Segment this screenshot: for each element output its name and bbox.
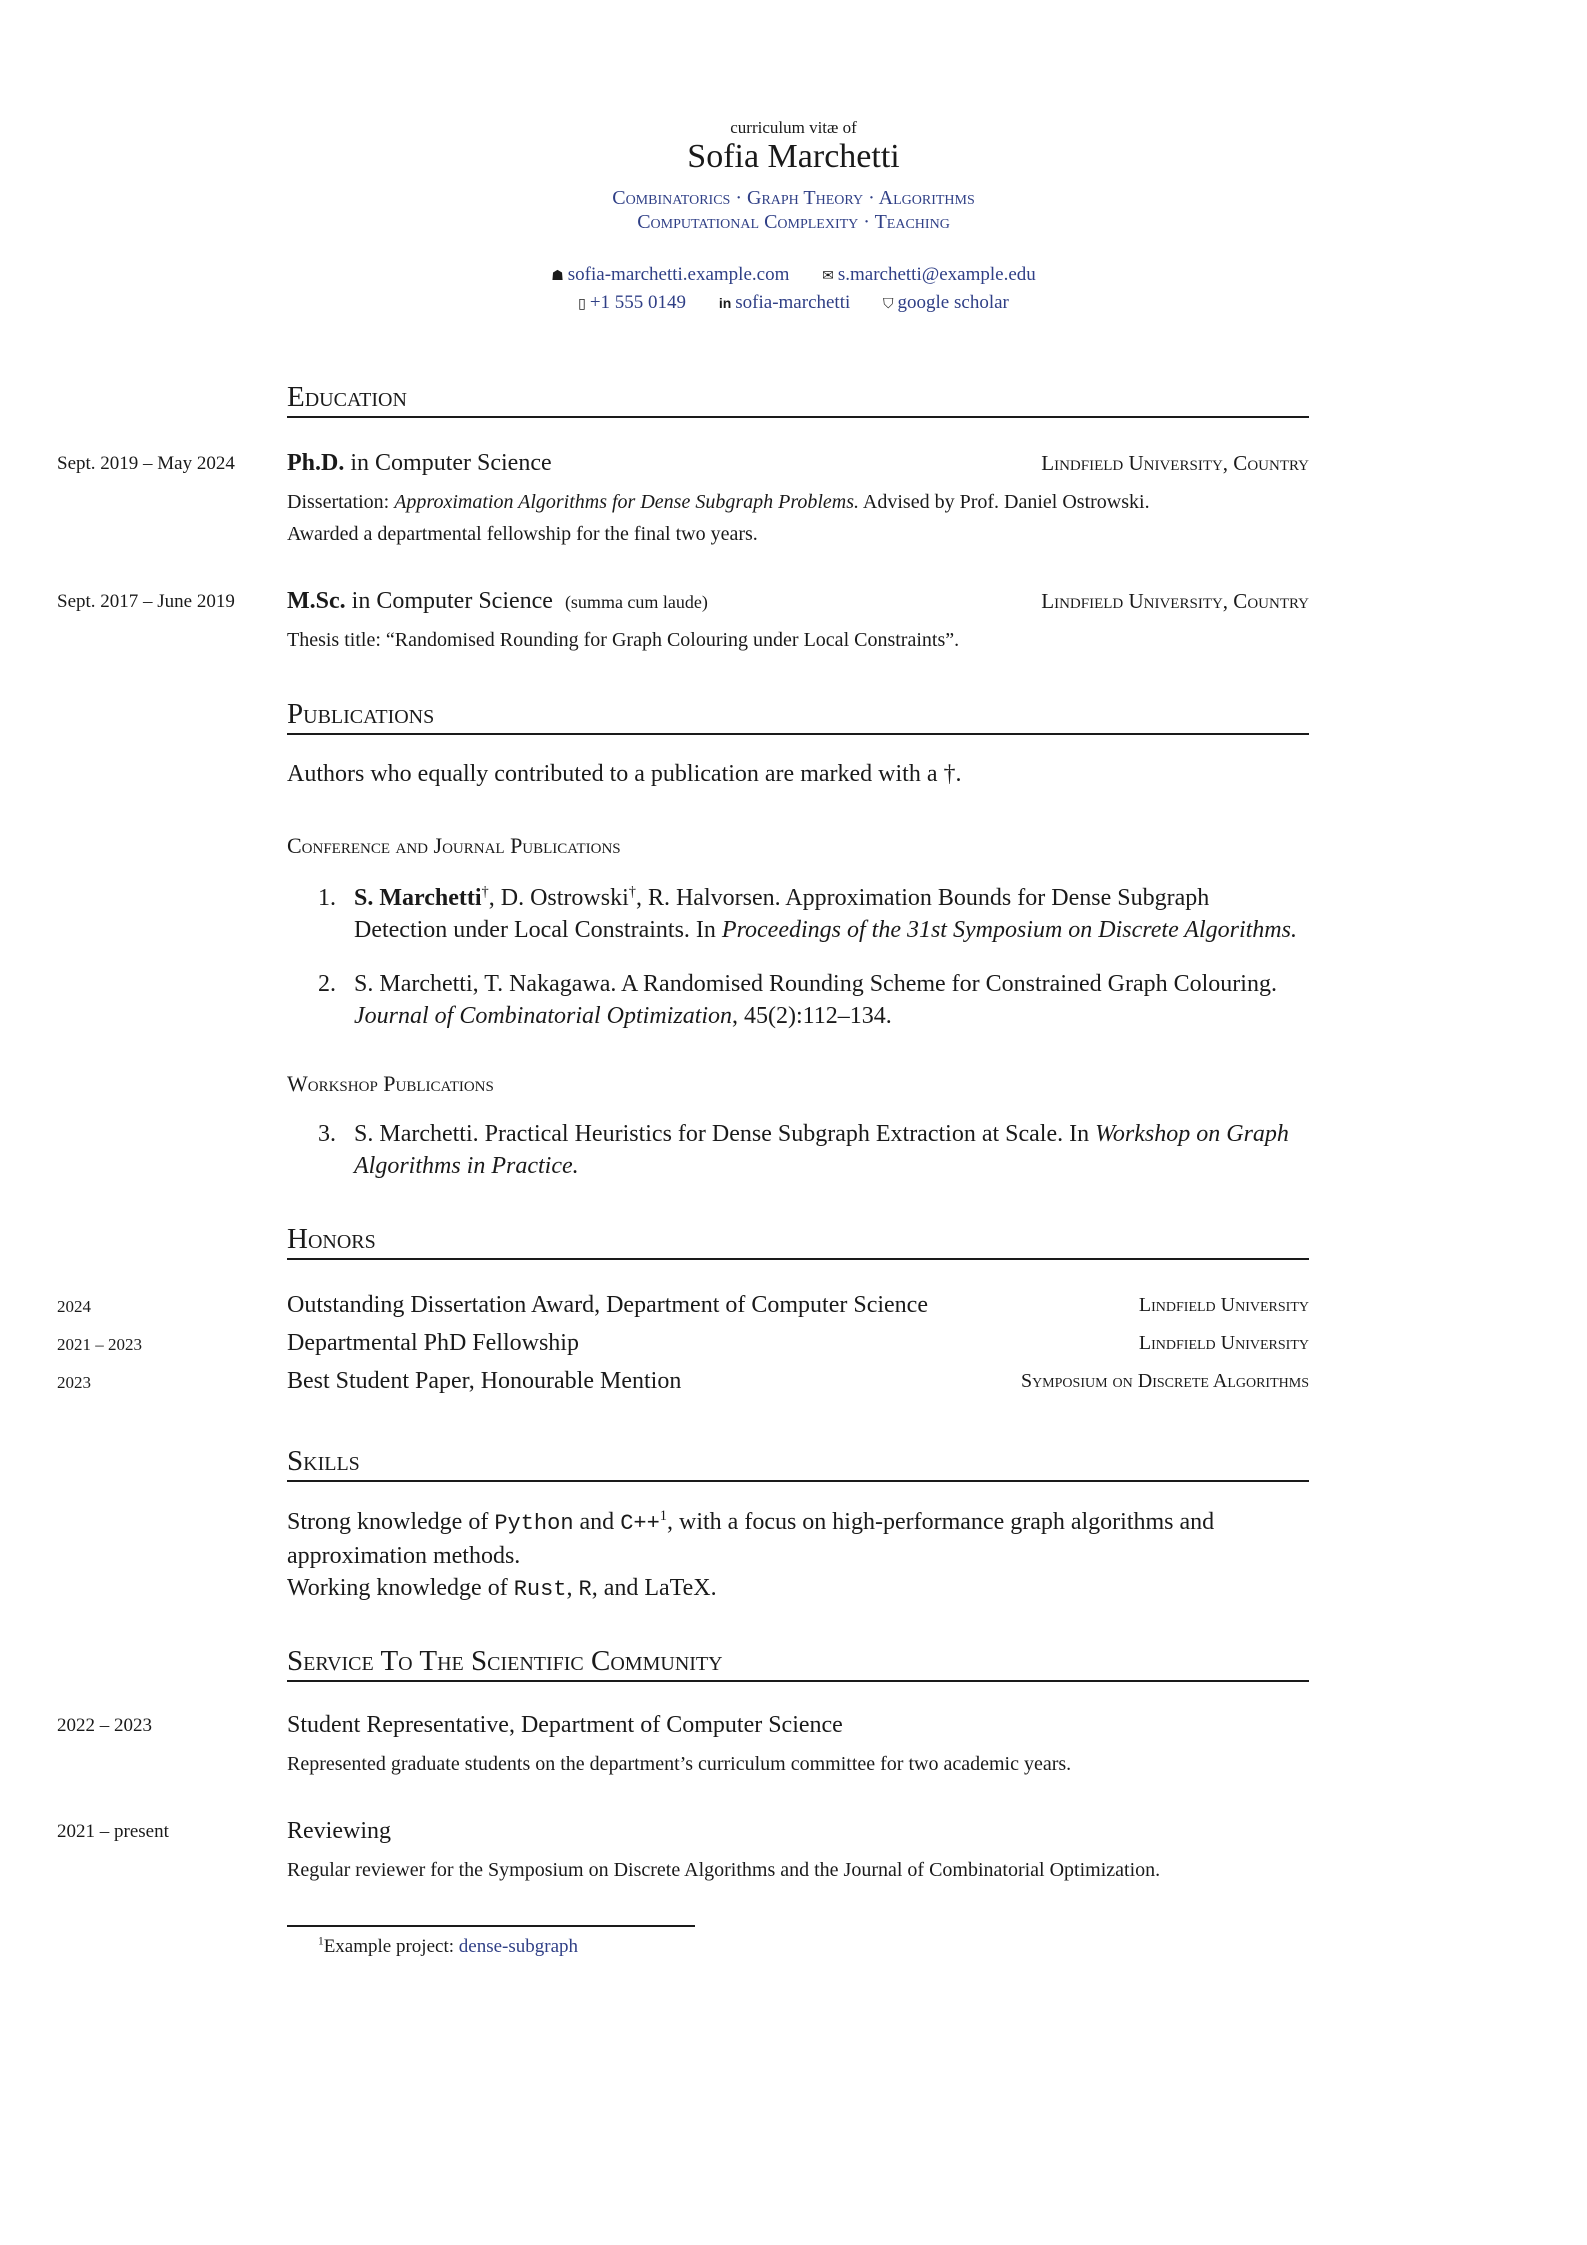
person-name: Sofia Marchetti (687, 138, 900, 175)
desc-line-2: Awarded a departmental fellowship for the final two years. (287, 523, 758, 545)
contact-row-2 (0, 290, 1587, 318)
education-desc-msc: Thesis title: “Randomised Rounding for Graph Colouring under Local Constraints”. (287, 629, 960, 651)
honor-date: 2024 (57, 1297, 91, 1316)
website-link[interactable]: sofia-marchetti.example.com (567, 264, 790, 285)
section-title-publications: Publications (287, 697, 1309, 735)
skill-latex: LaTeX (644, 1575, 711, 1601)
honor-name: Best Student Paper, Honourable Mention (287, 1368, 682, 1394)
skill-rust: Rust (513, 1577, 567, 1602)
email-link[interactable]: s.marchetti@example.edu (837, 264, 1036, 285)
contact-email[interactable] (822, 262, 1036, 290)
contact-linkedin[interactable] (719, 290, 850, 316)
honor-date: 2023 (57, 1373, 91, 1392)
desc-suffix: Advised by Prof. Daniel Ostrowski. (859, 491, 1150, 513)
footnote-text: Example project: (323, 1936, 459, 1957)
research-interests-line-2: Computational Complexity · Teaching (637, 211, 950, 233)
envelope-icon: ✉ (822, 269, 834, 284)
education-desc-phd (287, 486, 1309, 550)
degree-field: in Computer Science (345, 588, 553, 614)
skill-python: Python (494, 1511, 574, 1536)
service-role: Reviewing (287, 1818, 391, 1844)
service-desc: Represented graduate students on the department’s curriculum committee for two academic years. (287, 1753, 1072, 1775)
education-date-phd: Sept. 2019 – May 2024 (57, 453, 235, 474)
desc-prefix: Dissertation: (287, 491, 395, 513)
project-link[interactable]: dense-subgraph (458, 1936, 579, 1957)
research-interests-line-1: Combinatorics · Graph Theory · Algorithms (612, 187, 975, 209)
publication-item (318, 968, 1308, 1032)
publication-volume: , 45(2):112–134. (732, 1003, 892, 1029)
skills-text (287, 1506, 1309, 1606)
section-title-service: Service To The Scientific Community (287, 1644, 1309, 1682)
publication-item (318, 882, 1308, 946)
publication-title: S. Marchetti, T. Nakagawa. A Randomised Rounding Scheme for Constrained Graph Colouring. (354, 971, 1277, 997)
honor-name: Departmental PhD Fellowship (287, 1330, 579, 1356)
home-icon: ☗ (551, 269, 564, 284)
education-place-msc: Lindfield University, Country (1041, 589, 1309, 613)
section-title-education: Education (287, 380, 1309, 418)
dissertation-title: Approximation Algorithms for Dense Subgraph Problems. (394, 491, 860, 513)
honor-place: Symposium on Discrete Algorithms (1020, 1370, 1309, 1392)
authors: , D. Ostrowski (488, 885, 629, 911)
skill-cpp: C++ (620, 1511, 660, 1536)
contact-scholar[interactable] (883, 290, 1009, 318)
contact-row-1 (0, 262, 1587, 290)
publication-venue: Workshop on Graph Algorithms in Practice. (354, 1121, 1289, 1179)
equal-contribution-mark: † (628, 884, 636, 900)
degree-field: in Computer Science (344, 450, 552, 476)
graduation-cap-icon: ⛉ (883, 297, 894, 312)
education-place-phd: Lindfield University, Country (1041, 451, 1309, 475)
honor-place: Lindfield University (1138, 1294, 1309, 1316)
skills-text-part: , (566, 1575, 579, 1601)
honor-place: Lindfield University (1138, 1332, 1309, 1354)
phone-link[interactable]: +1 555 0149 (589, 292, 687, 313)
subsection-workshop: Workshop Publications (287, 1071, 494, 1096)
publication-title: , R. Halvorsen. Approximation Bounds for Dense Subgraph Detection under Local Constraints. In (354, 885, 1210, 943)
cv-of-label: curriculum vitæ of (730, 118, 857, 137)
service-desc: Regular reviewer for the Symposium on Discrete Algorithms and the Journal of Combinatorial Optimization. (287, 1859, 1161, 1881)
section-title-skills: Skills (287, 1444, 1309, 1482)
google-scholar-link[interactable]: google scholar (897, 292, 1009, 313)
author-self: S. Marchetti (354, 885, 482, 911)
subsection-conference-journal: Conference and Journal Publications (287, 833, 621, 858)
publication-number: 2. (318, 971, 336, 997)
publication-venue: Proceedings of the 31st Symposium on Discrete Algorithms. (721, 917, 1297, 943)
service-date: 2022 – 2023 (57, 1715, 152, 1736)
contact-website[interactable] (551, 262, 789, 290)
linkedin-icon: in (718, 295, 732, 311)
honor-name: Outstanding Dissertation Award, Department of Computer Science (287, 1292, 928, 1318)
service-date: 2021 – present (57, 1821, 169, 1842)
phone-icon: ▯ (578, 297, 586, 312)
education-degree-phd (287, 448, 552, 478)
footnote-rule (287, 1925, 695, 1927)
publication-number: 3. (318, 1121, 336, 1147)
skills-text-part: Working knowledge of (287, 1575, 514, 1601)
section-title-honors: Honors (287, 1222, 1309, 1260)
education-date-msc: Sept. 2017 – June 2019 (57, 591, 235, 612)
publication-title: S. Marchetti. Practical Heuristics for Dense Subgraph Extraction at Scale. In (354, 1121, 1096, 1147)
degree-name: Ph.D. (287, 450, 345, 476)
education-degree-msc (287, 586, 708, 617)
cv-header (0, 118, 1587, 318)
skills-text-part: and (573, 1509, 621, 1535)
footnote (318, 1935, 578, 1959)
linkedin-link[interactable]: sofia-marchetti (735, 292, 851, 313)
skills-text-part: Strong knowledge of (287, 1509, 495, 1535)
footnote-number: 1 (318, 1935, 324, 1948)
degree-honors-note: (summa cum laude) (564, 592, 708, 612)
publication-item (318, 1118, 1308, 1182)
publication-number: 1. (318, 885, 336, 911)
footnote-mark[interactable]: 1 (659, 1508, 667, 1524)
skills-text-part: . (710, 1575, 717, 1601)
honor-date: 2021 – 2023 (57, 1335, 142, 1354)
degree-name: M.Sc. (287, 588, 346, 614)
publication-venue: Journal of Combinatorial Optimization (354, 1003, 733, 1029)
skill-r: R (578, 1577, 592, 1602)
skills-text-part: , and (591, 1575, 645, 1601)
publications-intro: Authors who equally contributed to a publication are marked with a †. (287, 761, 962, 787)
service-role: Student Representative, Department of Computer Science (287, 1712, 843, 1738)
contact-phone[interactable] (578, 290, 686, 318)
skills-text-part: , with a focus on high-performance graph algorithms and approximation methods. (287, 1509, 1215, 1569)
equal-contribution-mark: † (481, 884, 489, 900)
